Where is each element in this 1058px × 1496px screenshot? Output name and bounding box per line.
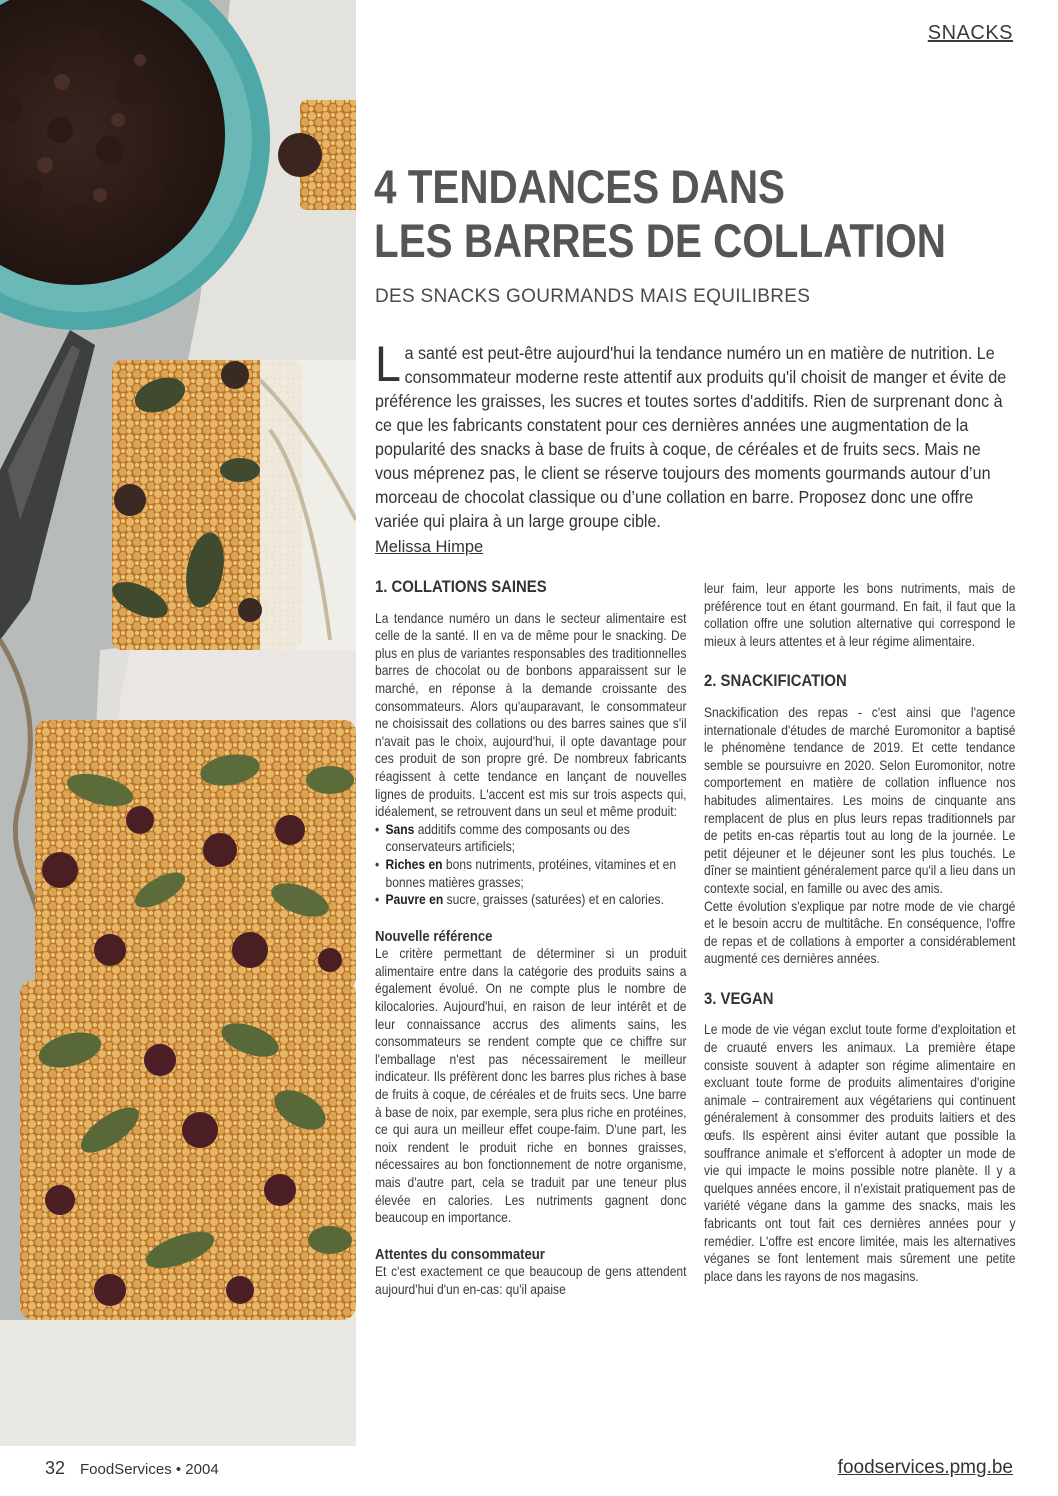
intro-text: a santé est peut-être aujourd'hui la tendance numéro un en matière de nutrition. Le consommateur moderne reste attentif aux produits qu'il choisit de manger et évite de préférence les graisses, les sucres et toutes sortes d'additifs. Rien de surprenant donc à ce que les fabricants constatent pour ces dernières années une augmentation de la popularité des snacks à base de fruits à coque, de céréales et de fruits secs. Mais ne vous méprenez pas, le client se réserve toujours des moments gourmands autour d’un morceau de chocolat classique ou d’une collation en barre. Proposez donc une offre variée qui plaira à un large groupe cible. xyxy=(375,343,1007,531)
paragraph: Le critère permettant de déterminer si un produit alimentaire entre dans la catégorie des produits sains a également évolué. On ne compte plus le nombre de kilocalories. Aujourd'hui, en raison de leur intérêt et de leur connaissance accrus des aliments sains, les consommateurs se rendent compte que ce chiffre sur l'emballage n'est pas nécessairement le meilleur indicateur. Ils préfèrent donc les barres plus riches à base de fruits à coque, de céréales et de fruits secs. Une barre à base de noix, par exemple, sera plus riche en protéines, ce qui aura un meilleur effet coupe-faim. D'une part, les noix rendent le produit riche en bonnes graisses, nécessaires au bon fonctionnement de notre organisme, mais d'autre part, cela se traduit par une teneur plus élevée en calories. Les nutriments gagnent donc beaucoup en importance. xyxy=(375,946,687,1226)
subheading-attentes: Attentes du consommateur xyxy=(375,1245,545,1263)
magazine-issue: FoodServices • 2004 xyxy=(80,1461,219,1478)
heading-snackification: 2. SNACKIFICATION xyxy=(704,671,847,691)
list-item: • Pauvre en sucre, graisses (saturées) et en calories. xyxy=(375,891,687,909)
drop-cap: L xyxy=(375,336,401,392)
list-item: • Riches en bons nutriments, protéines, vitamines et en bonnes matières grasses; xyxy=(375,856,687,891)
title-line-2: LES BARRES DE COLLATION xyxy=(374,214,946,267)
page-number: 32 xyxy=(45,1458,66,1478)
intro-paragraph xyxy=(375,336,1007,533)
paragraph: Snackification des repas - c'est ainsi que l'agence internationale d'études de marché Euromonitor a baptisé le phénomène tendance de 2019. Et cette tendance semble se poursuivre en 2020. Selon Euromonitor, notre comportement en matière de collation influence nos habitudes alimentaires. Les moins de cinquante ans remplacent de plus en plus leurs repas traditionnels par de petits en-cas répartis tout au long de la journée. Le petit déjeuner et le déjeuner sont les plus touchés. Le dîner se maintient généralement parce qu'il a lieu dans un contexte social, en famille ou avec des amis. xyxy=(704,704,1016,896)
bullet-list xyxy=(375,821,687,909)
website-link[interactable]: foodservices.pmg.be xyxy=(837,1457,1013,1478)
heading-vegan: 3. VEGAN xyxy=(704,988,774,1008)
paragraph: Le mode de vie végan exclut toute forme d'exploitation et de cruauté envers les animaux. La première étape consiste souvent à adapter son régime alimentaire en excluant toute forme de produits alimentaires d'origine animale – contrairement aux végétariens qui continuent généralement à consommer des produits laitiers et des œufs. Ils espèrent ainsi éviter autant que possible la souffrance animale et s'efforcent à adopter un mode de vie qui impacte le moins possible notre planète. Il y a quelques années encore, il n'existait pratiquement pas de variété végane dans la gamme des snacks, mais les fabricants ont tout fait ces dernières années pour y remédier. L'offre est encore limitée, mais les alternatives véganes se font lentement mais sûrement une petite place dans les rayons de nos magasins. xyxy=(704,1022,1016,1284)
author-link[interactable]: Melissa Himpe xyxy=(375,538,484,556)
photo-illustration xyxy=(0,0,356,1446)
heading-collations-saines: 1. COLLATIONS SAINES xyxy=(375,577,547,596)
paragraph: La tendance numéro un dans le secteur alimentaire est celle de la santé. Il en va de même pour le snacking. De plus en plus de variantes responsables des traditionnelles barres de chocolat ou de bonbons apparaissent sur le marché, en réponse à la demande croissante des consommateurs. Alors qu'auparavant, le consommateur ne choisissait des collations ou des barres saines que s'il n'avait pas le choix, aujourd'hui, il opte davantage pour ces produit de son propre gré. De nombreux fabricants réagissent à cette tendance en lançant de nouvelles lignes de produits. L'accent est mis sur trois aspects qui, idéalement, se retrouvent dans un seul et même produit: xyxy=(375,610,687,820)
text-column-1 xyxy=(375,578,687,1299)
article-subtitle: DES SNACKS GOURMANDS MAIS EQUILIBRES xyxy=(375,286,811,307)
paragraph: leur faim, leur apporte les bons nutriments, mais de préférence tout en étant gourmand. En fait, il faut que la collation offre une solution alternative qui correspond le mieux à leurs attentes et à leur régime alimentaire. xyxy=(704,581,1016,649)
snack-bars-photo xyxy=(0,0,356,1446)
article-title xyxy=(374,160,946,268)
paragraph: Cette évolution s'explique par notre mode de vie chargé et le besoin accru de multitâche. En conséquence, l'offre de repas et de collations à emporter a considérablement augmenté ces dernières années. xyxy=(704,898,1016,967)
paragraph: Et c'est exactement ce que beaucoup de gens attendent aujourd'hui d'un en-cas: qu'il apaise xyxy=(375,1264,687,1297)
title-line-1: 4 TENDANCES DANS xyxy=(374,160,785,213)
text-column-2 xyxy=(704,580,1016,1285)
subheading-nouvelle-reference: Nouvelle référence xyxy=(375,927,493,945)
list-item: • Sans additifs comme des composants ou des conservateurs artificiels; xyxy=(375,821,687,856)
section-label: SNACKS xyxy=(927,22,1013,44)
